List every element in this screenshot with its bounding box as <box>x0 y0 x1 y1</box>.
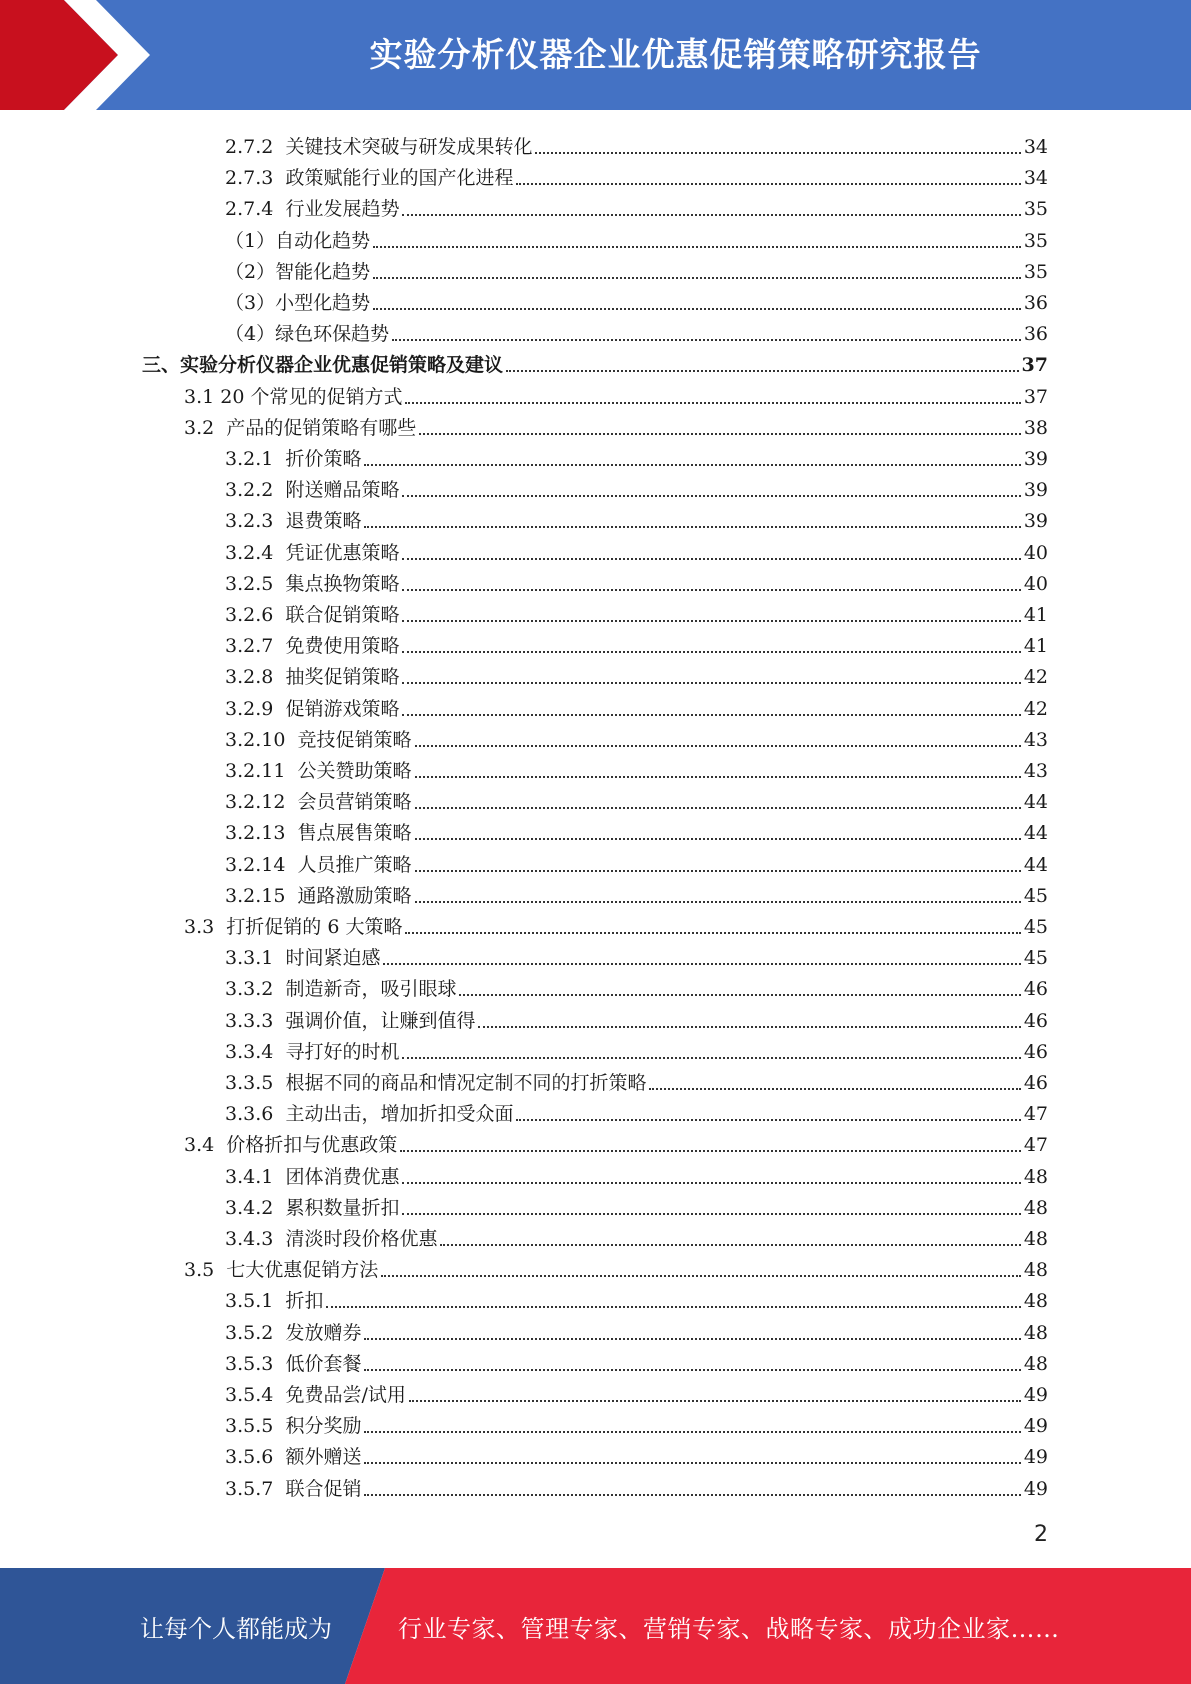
toc-dot-leader <box>364 1431 1020 1433</box>
toc-entry-page: 42 <box>1023 666 1048 689</box>
toc-entry-page: 45 <box>1023 884 1048 907</box>
toc-entry[interactable] <box>225 128 1048 159</box>
toc-entry[interactable] <box>184 409 1048 440</box>
toc-dot-leader <box>402 682 1020 684</box>
toc-entry-title: 政策赋能行业的国产化进程 <box>285 167 514 190</box>
toc-entry-title: 根据不同的商品和情况定制不同的打折策略 <box>285 1072 647 1094</box>
toc-entry-number: 3.4.2 <box>225 1196 286 1219</box>
toc-entry-page: 47 <box>1023 1103 1048 1126</box>
toc-entry-number: 三、 <box>142 354 181 377</box>
toc-entry-number: 3.3.5 <box>225 1072 286 1094</box>
toc-entry-number: 3.2.8 <box>225 666 286 689</box>
toc-entry-number: 2.7.2 <box>225 136 286 158</box>
toc-entry-number: 3.4.3 <box>225 1228 286 1250</box>
toc-entry-page: 35 <box>1023 198 1048 221</box>
toc-entry[interactable] <box>225 253 1048 284</box>
toc-entry-page: 40 <box>1023 541 1048 564</box>
toc-dot-leader <box>364 1338 1020 1340</box>
toc-entry-page: 45 <box>1023 947 1048 970</box>
toc-entry-title: 折价策略 <box>285 448 362 470</box>
toc-entry-title: 制造新奇，吸引眼球 <box>285 978 457 1001</box>
toc-dot-leader <box>415 870 1021 872</box>
toc-entry-number: （2） <box>225 260 276 283</box>
toc-entry[interactable] <box>225 440 1048 471</box>
toc-entry[interactable] <box>225 1376 1048 1407</box>
toc-entry-title: 小型化趋势 <box>275 292 371 314</box>
toc-entry-page: 38 <box>1023 416 1048 439</box>
toc-entry[interactable] <box>225 970 1048 1001</box>
toc-entry-page: 35 <box>1023 229 1048 252</box>
toc-entry-title: 竞技促销策略 <box>297 728 412 751</box>
toc-dot-leader <box>419 433 1021 435</box>
toc-entry-page: 44 <box>1023 822 1048 845</box>
toc-entry[interactable] <box>225 222 1048 253</box>
toc-entry-number: 2.7.3 <box>225 167 286 190</box>
toc-entry-page: 35 <box>1023 260 1048 283</box>
toc-dot-leader <box>402 1182 1020 1184</box>
toc-entry[interactable] <box>225 190 1048 221</box>
toc-entry-page: 43 <box>1023 760 1048 782</box>
toc-entry-page: 37 <box>1023 385 1048 408</box>
toc-entry-title: 联合促销 <box>285 1477 362 1500</box>
toc-entry-title: 促销游戏策略 <box>285 697 400 720</box>
toc-dot-leader <box>402 1213 1020 1215</box>
toc-entry-number: 3.5.2 <box>225 1321 286 1344</box>
toc-entry[interactable] <box>225 471 1048 502</box>
toc-entry-number: 3.3.6 <box>225 1103 286 1126</box>
toc-dot-leader <box>373 308 1021 310</box>
toc-entry-title: 联合促销策略 <box>285 604 400 626</box>
toc-entry-title: 免费品尝/试用 <box>285 1384 406 1406</box>
toc-dot-leader <box>402 651 1020 653</box>
toc-entry-number: 3.3.2 <box>225 978 286 1001</box>
toc-entry-page: 49 <box>1023 1446 1048 1469</box>
toc-dot-leader <box>392 339 1021 341</box>
toc-entry-number: 3.2.6 <box>225 604 286 626</box>
toc-entry-title: 公关赞助策略 <box>297 760 412 782</box>
toc-entry[interactable] <box>225 565 1048 596</box>
toc-entry-number: 3.2.3 <box>225 510 286 533</box>
toc-entry-title: 积分奖励 <box>285 1415 362 1438</box>
toc-dot-leader <box>402 620 1020 622</box>
toc-entry-number: 3.2.1 <box>225 448 286 470</box>
toc-dot-leader <box>506 370 1019 372</box>
toc-entry-page: 48 <box>1023 1259 1048 1282</box>
toc-dot-leader <box>516 183 1020 185</box>
toc-entry[interactable] <box>225 1002 1048 1033</box>
toc-entry-title: 寻打好的时机 <box>285 1040 400 1063</box>
toc-entry-number: 3.3.4 <box>225 1040 286 1063</box>
toc-entry-title: 绿色环保趋势 <box>275 323 390 346</box>
toc-entry-number: 3.2.5 <box>225 572 286 595</box>
page-header <box>0 0 1191 110</box>
toc-dot-leader <box>364 1462 1020 1464</box>
toc-dot-leader <box>402 1057 1020 1059</box>
toc-entry-page: 49 <box>1023 1477 1048 1500</box>
toc-entry-title: 集点换物策略 <box>285 572 400 595</box>
toc-entry-number: 3.2.12 <box>225 791 298 814</box>
toc-entry-number: 3.5.4 <box>225 1384 286 1406</box>
toc-entry[interactable] <box>225 752 1048 783</box>
toc-entry-title: 累积数量折扣 <box>285 1196 400 1219</box>
toc-entry[interactable] <box>225 1345 1048 1376</box>
toc-entry-page: 46 <box>1023 978 1048 1001</box>
toc-entry-title: 智能化趋势 <box>275 260 371 283</box>
toc-entry-number: 3.2.9 <box>225 697 286 720</box>
toc-entry-title: 售点展售策略 <box>297 822 412 845</box>
toc-entry-number: 3.5.7 <box>225 1477 286 1500</box>
toc-entry-number: 3.5.5 <box>225 1415 286 1438</box>
toc-entry-number: 3.5.3 <box>225 1352 286 1375</box>
toc-entry[interactable] <box>184 378 1048 409</box>
toc-entry-title: 抽奖促销策略 <box>285 666 400 689</box>
toc-entry-number: （3） <box>225 292 276 314</box>
toc-entry-page: 46 <box>1023 1072 1048 1094</box>
page-footer <box>0 1568 1191 1684</box>
toc-entry[interactable] <box>225 159 1048 190</box>
toc-entry[interactable] <box>225 814 1048 845</box>
toc-entry-page: 44 <box>1023 853 1048 876</box>
toc-entry[interactable] <box>184 908 1048 939</box>
toc-dot-leader <box>415 807 1021 809</box>
toc-dot-leader <box>459 994 1020 996</box>
toc-dot-leader <box>364 1369 1020 1371</box>
toc-entry-number: 3.4 <box>184 1134 227 1157</box>
toc-dot-leader <box>409 1400 1021 1402</box>
toc-dot-leader <box>373 246 1021 248</box>
toc-entry[interactable] <box>225 627 1048 658</box>
toc-entry-number: 3.4.1 <box>225 1165 286 1188</box>
toc-entry-title: 主动出击，增加折扣受众面 <box>285 1103 514 1126</box>
toc-entry[interactable] <box>142 346 1048 377</box>
toc-entry-number: 3.5.1 <box>225 1290 286 1313</box>
toc-entry-number: 3.2.13 <box>225 822 298 845</box>
toc-entry[interactable] <box>225 939 1048 970</box>
toc-dot-leader <box>402 589 1020 591</box>
toc-entry-page: 41 <box>1023 635 1048 658</box>
toc-dot-leader <box>364 464 1020 466</box>
toc-dot-leader <box>415 776 1021 778</box>
toc-entry[interactable] <box>225 1033 1048 1064</box>
toc-dot-leader <box>535 152 1020 154</box>
toc-entry-title: 凭证优惠策略 <box>285 541 400 564</box>
toc-entry-number: 3.1 <box>184 385 221 408</box>
toc-entry[interactable] <box>225 783 1048 814</box>
toc-dot-leader <box>383 963 1020 965</box>
page-number: 2 <box>1034 1522 1048 1547</box>
toc-entry[interactable] <box>225 1470 1048 1501</box>
toc-entry-title: 打折促销的 6 大策略 <box>226 916 403 938</box>
footer-slogan-right: 行业专家、管理专家、营销专家、战略专家、成功企业家…… <box>398 1614 1060 1643</box>
toc-entry[interactable] <box>225 1095 1048 1126</box>
toc-entry-page: 48 <box>1023 1196 1048 1219</box>
toc-dot-leader <box>478 1026 1020 1028</box>
toc-entry-title: 强调价值，让赚到值得 <box>285 1009 476 1032</box>
toc-entry-number: 3.5 <box>184 1259 227 1282</box>
toc-entry-title: 人员推广策略 <box>297 853 412 876</box>
toc-entry-title: 免费使用策略 <box>285 635 400 658</box>
toc-dot-leader <box>381 1275 1021 1277</box>
toc-entry[interactable] <box>225 1158 1048 1189</box>
toc-entry-number: 3.2.7 <box>225 635 286 658</box>
toc-entry-number: （1） <box>225 229 276 252</box>
toc-entry-number: 3.3.3 <box>225 1009 286 1032</box>
toc-entry-page: 45 <box>1023 916 1048 938</box>
toc-dot-leader <box>415 901 1021 903</box>
toc-entry-title: 通路激励策略 <box>297 884 412 907</box>
report-title: 实验分析仪器企业优惠促销策略研究报告 <box>369 34 982 74</box>
toc-entry-number: 3.2.15 <box>225 884 298 907</box>
toc-entry[interactable] <box>225 1064 1048 1095</box>
toc-entry-page: 48 <box>1023 1290 1048 1313</box>
toc-dot-leader <box>402 214 1020 216</box>
toc-entry[interactable] <box>184 1126 1048 1157</box>
toc-entry-page: 36 <box>1023 292 1048 314</box>
toc-dot-leader <box>364 526 1020 528</box>
toc-entry-title: 时间紧迫感 <box>285 947 381 970</box>
toc-entry[interactable] <box>225 596 1048 627</box>
footer-slogan-left: 让每个人都能成为 <box>140 1614 332 1643</box>
toc-entry[interactable] <box>225 534 1048 565</box>
toc-dot-leader <box>402 714 1020 716</box>
toc-dot-leader <box>373 277 1021 279</box>
toc-entry-number: 3.5.6 <box>225 1446 286 1469</box>
toc-entry-title: 关键技术突破与研发成果转化 <box>285 136 533 158</box>
toc-entry-title: 额外赠送 <box>285 1446 362 1469</box>
toc-entry[interactable] <box>225 502 1048 533</box>
toc-entry-title: 低价套餐 <box>285 1352 362 1375</box>
toc-dot-leader <box>415 838 1021 840</box>
toc-entry-page: 37 <box>1021 354 1048 377</box>
toc-entry-page: 46 <box>1023 1009 1048 1032</box>
toc-entry-page: 42 <box>1023 697 1048 720</box>
toc-entry[interactable] <box>225 1407 1048 1438</box>
toc-entry[interactable] <box>225 877 1048 908</box>
toc-entry-page: 48 <box>1023 1228 1048 1250</box>
toc-dot-leader <box>649 1088 1020 1090</box>
toc-dot-leader <box>405 932 1020 934</box>
toc-dot-leader <box>402 558 1020 560</box>
toc-entry-number: 3.2.2 <box>225 479 286 502</box>
toc-entry[interactable] <box>225 1314 1048 1345</box>
toc-entry-number: 3.2.11 <box>225 760 298 782</box>
toc-entry-number: 3.2.4 <box>225 541 286 564</box>
toc-entry-page: 41 <box>1023 604 1048 626</box>
toc-dot-leader <box>400 1150 1021 1152</box>
toc-entry[interactable] <box>225 658 1048 689</box>
toc-dot-leader <box>516 1119 1020 1121</box>
toc-entry-page: 49 <box>1023 1415 1048 1438</box>
toc-dot-leader <box>402 495 1020 497</box>
toc-entry-title: 会员营销策略 <box>297 791 412 814</box>
toc-entry[interactable] <box>225 315 1048 346</box>
toc-entry-title: 发放赠券 <box>285 1321 362 1344</box>
toc-entry-page: 34 <box>1023 167 1048 190</box>
toc-entry-number: （4） <box>225 323 276 346</box>
toc-entry-page: 44 <box>1023 791 1048 814</box>
toc-entry-page: 43 <box>1023 728 1048 751</box>
toc-entry-page: 48 <box>1023 1165 1048 1188</box>
toc-dot-leader <box>415 745 1021 747</box>
toc-entry-page: 46 <box>1023 1040 1048 1063</box>
toc-entry-page: 48 <box>1023 1321 1048 1344</box>
toc-entry-title: 行业发展趋势 <box>285 198 400 221</box>
toc-entry-title: 退费策略 <box>285 510 362 533</box>
toc-entry-title: 产品的促销策略有哪些 <box>226 416 417 439</box>
toc-entry-title: 七大优惠促销方法 <box>226 1259 379 1282</box>
toc-entry-number: 2.7.4 <box>225 198 286 221</box>
toc-entry[interactable] <box>225 1438 1048 1469</box>
toc-dot-leader <box>405 402 1020 404</box>
toc-entry[interactable] <box>225 1189 1048 1220</box>
toc-entry-number: 3.2.14 <box>225 853 298 876</box>
toc-entry[interactable] <box>225 721 1048 752</box>
toc-entry-page: 49 <box>1023 1384 1048 1406</box>
toc-entry-number: 3.3.1 <box>225 947 286 970</box>
toc-dot-leader <box>364 1494 1020 1496</box>
toc-entry-page: 36 <box>1023 323 1048 346</box>
toc-entry-title: 实验分析仪器企业优惠促销策略及建议 <box>180 354 504 377</box>
toc-entry-title: 团体消费优惠 <box>285 1165 400 1188</box>
toc-entry-title: 折扣 <box>285 1290 324 1313</box>
toc-entry-title: 价格折扣与优惠政策 <box>226 1134 398 1157</box>
toc-entry-page: 39 <box>1023 510 1048 533</box>
toc-entry-page: 48 <box>1023 1352 1048 1375</box>
toc-entry-page: 47 <box>1023 1134 1048 1157</box>
toc-entry[interactable] <box>225 846 1048 877</box>
toc-entry-title: 清淡时段价格优惠 <box>285 1228 438 1250</box>
toc-entry-title: 自动化趋势 <box>275 229 371 252</box>
toc-entry-number: 3.3 <box>184 916 227 938</box>
toc-entry-page: 39 <box>1023 479 1048 502</box>
toc-entry[interactable] <box>225 690 1048 721</box>
toc-entry[interactable] <box>225 1282 1048 1313</box>
toc-entry-page: 39 <box>1023 448 1048 470</box>
toc-dot-leader <box>326 1306 1020 1308</box>
toc-entry[interactable] <box>225 284 1048 315</box>
toc-entry[interactable] <box>184 1251 1048 1282</box>
toc-entry-title: 20 个常见的促销方式 <box>220 385 403 408</box>
toc-entry-title: 附送赠品策略 <box>285 479 400 502</box>
toc-entry-number: 3.2 <box>184 416 227 439</box>
toc-entry-number: 3.2.10 <box>225 728 298 751</box>
toc-entry-page: 34 <box>1023 136 1048 158</box>
toc-dot-leader <box>440 1244 1020 1246</box>
toc-entry[interactable] <box>225 1220 1048 1251</box>
toc-entry-page: 40 <box>1023 572 1048 595</box>
